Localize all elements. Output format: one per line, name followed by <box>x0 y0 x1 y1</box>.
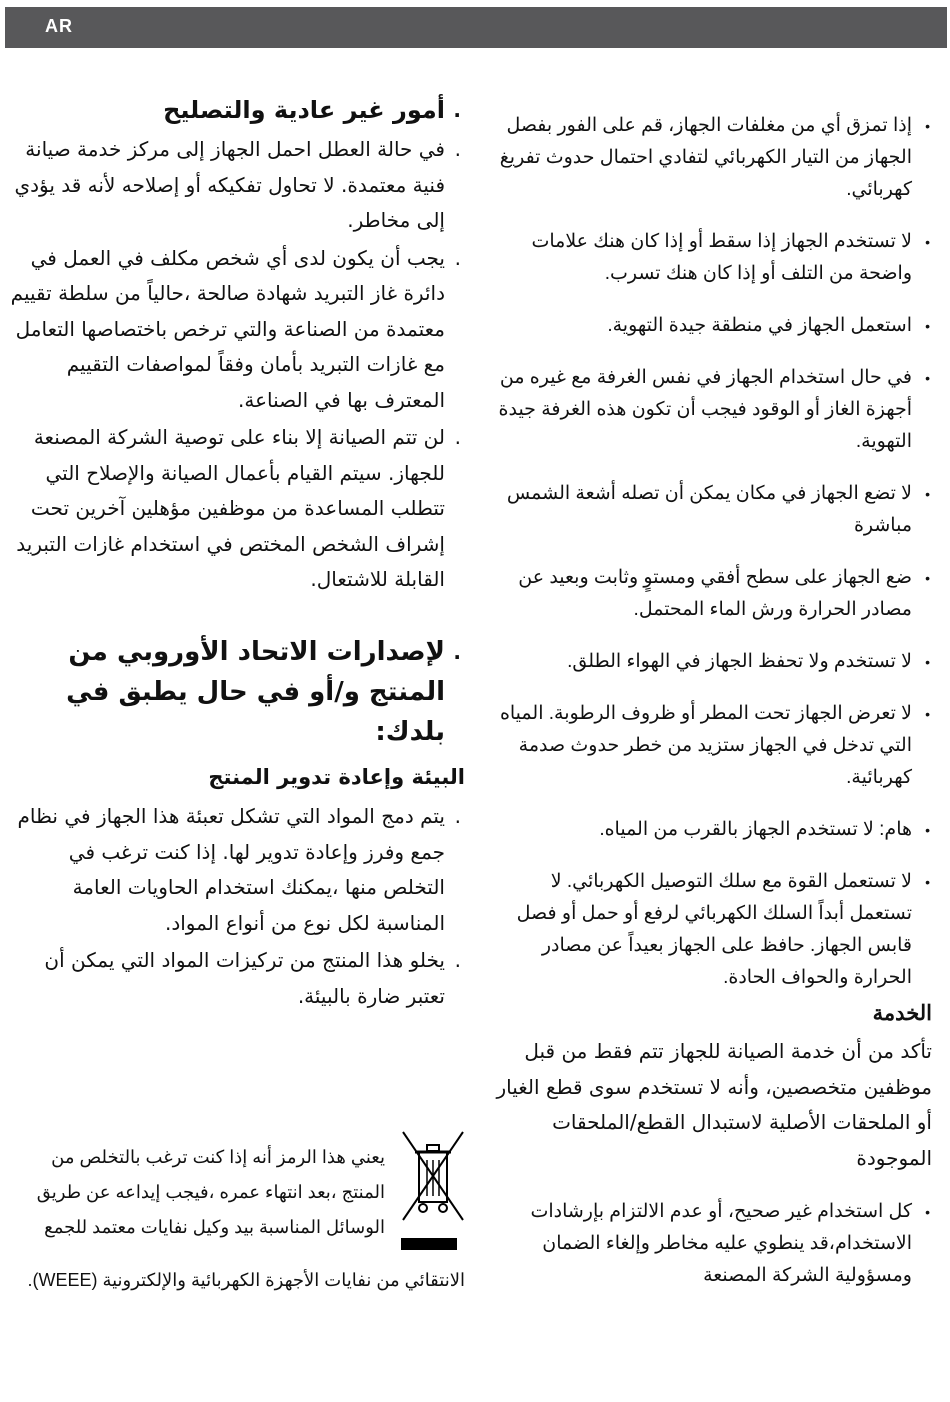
environment-heading: البيئة وإعادة تدوير المنتج <box>208 764 465 789</box>
list-item: • إذا تمزق أي من مغلفات الجهاز، قم على الفور بفصل الجهاز من التيار الكهربائي لتفادي احتمال حدوث تفريغ كهربائي. <box>487 110 932 206</box>
crossed-bin-icon <box>401 1130 465 1194</box>
list-item: . لن تتم الصيانة إلا بناء على توصية الشركة المصنعة للجهاز. سيتم القيام بأعمال الصيانة والإصلاح التي تتطلب المساعدة من موظفين مؤهلين آخرين تحت إشراف الشخص المختص في استخدام غازات التبريد القابلة للاشتعال. <box>10 420 465 598</box>
header-bar <box>5 7 947 48</box>
list-item: . يتم دمج المواد التي تشكل تعبئة هذا الجهاز في نظام جمع وفرز وإعادة تدوير لها. إذا كنت ترغب في التخلص منها ،يمكنك استخدام الحاويات العامة المناسبة لكل نوع من أنواع المواد. <box>10 799 465 941</box>
weee-text: يعني هذا الرمز أنه إذا كنت ترغب بالتخلص من المنتج ،بعد انتهاء عمره ،فيجب إيداعه عن طريق الوسائل المناسبة بيد وكيل نفايات معتمد للجمع <box>36 1147 385 1237</box>
repair-section <box>10 90 465 752</box>
weee-text-last: الانتقائي من نفايات الأجهزة الكهربائية والإلكترونية (WEEE). <box>27 1270 465 1290</box>
list-item: . يخلو هذا المنتج من تركيزات المواد التي يمكن أن تعتبر ضارة بالبيئة. <box>10 943 465 1014</box>
list-item: • ضع الجهاز على سطح أفقي ومستوٍ وثابت وبعيد عن مصادر الحرارة ورش الماء المحتمل. <box>487 562 932 626</box>
service-text: تأكد من أن خدمة الصيانة للجهاز تتم فقط من قبل موظفين متخصصين، وأنه لا تستخدم سوى قطع الغيار أو الملحقات الأصلية لاستبدال القطع/الملحقات الموجودة <box>496 1039 932 1170</box>
list-item: • لا تستعمل القوة مع سلك التوصيل الكهربائي. لا تستعمل أبداً السلك الكهربائي لرفع أو حمل أو فصل قابس الجهاز. حافظ على الجهاز بعيداً عن مصادر الحرارة والحواف الحادة. <box>487 866 932 994</box>
safety-list <box>487 110 932 994</box>
service-heading: الخدمة <box>872 1002 932 1025</box>
weee-bar <box>401 1238 457 1250</box>
environment-list <box>10 799 465 1014</box>
language-code: AR <box>45 16 73 36</box>
repair-heading: . أمور غير عادية والتصليح <box>10 90 465 130</box>
list-item: • في حال استخدام الجهاز في نفس الغرفة مع غيره من أجهزة الغاز أو الوقود فيجب أن تكون هذه الغرفة جيدة التهوية. <box>487 362 932 458</box>
weee-notice <box>20 1130 465 1310</box>
right-column <box>487 110 932 1312</box>
left-column <box>10 90 465 1016</box>
list-item: • لا تضع الجهاز في مكان يمكن أن تصله أشعة الشمس مباشرة <box>487 478 932 542</box>
list-item: . يجب أن يكون لدى أي شخص مكلف في العمل في دائرة غاز التبريد شهادة صالحة ،حالياً من سلطة تقييم معتمدة من الصناعة والتي ترخص باختصاصها التعامل مع غازات التبريد بأمان وفقاً لمواصفات التقييم المعترف بها في الصناعة. <box>10 241 465 419</box>
list-item: • لا تعرض الجهاز تحت المطر أو ظروف الرطوبة. المياه التي تدخل في الجهاز ستزيد من خطر حدوث صدمة كهربائية. <box>487 698 932 794</box>
list-item: • كل استخدام غير صحيح، أو عدم الالتزام بإرشادات الاستخدام،قد ينطوي عليه مخاطر وإلغاء الضمان ومسؤولية الشركة المصنعة <box>487 1196 932 1292</box>
list-item: • هام: لا تستخدم الجهاز بالقرب من المياه. <box>487 814 932 846</box>
list-item: • استعمل الجهاز في منطقة جيدة التهوية. <box>487 310 932 342</box>
list-item: . في حالة العطل احمل الجهاز إلى مركز خدمة صيانة فنية معتمدة. لا تحاول تفكيكه أو إصلاحه لأنه قد يؤدي إلى مخاطر. <box>10 132 465 239</box>
misuse-list <box>487 1196 932 1292</box>
list-item: • لا تستخدم الجهاز إذا سقط أو إذا كان هنك علامات واضحة من التلف أو إذا كان هنك تسرب. <box>487 226 932 290</box>
eu-heading: . لإصدارات الاتحاد الأوروبي من المنتج و/أو في حال يطبق في بلدك: <box>10 632 465 752</box>
list-item: • لا تستخدم ولا تحفظ الجهاز في الهواء الطلق. <box>487 646 932 678</box>
